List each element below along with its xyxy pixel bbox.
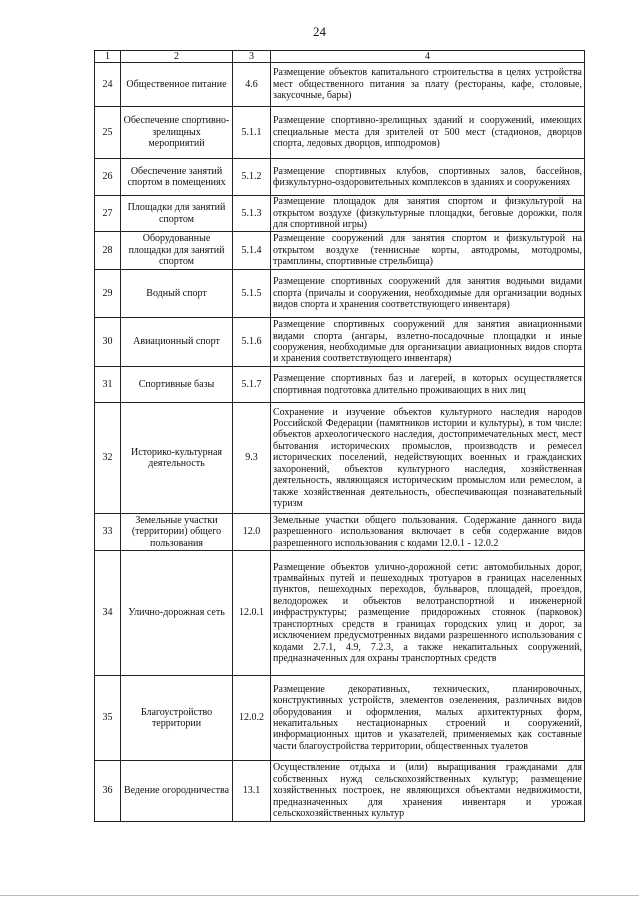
row-number: 35 xyxy=(95,676,121,761)
table-header-row xyxy=(95,51,585,63)
table-row xyxy=(95,159,585,196)
table-row xyxy=(95,63,585,107)
land-use-name: Улично-дорожная сеть xyxy=(121,551,233,676)
land-use-name: Спортивные базы xyxy=(121,367,233,403)
table-row xyxy=(95,318,585,367)
land-use-description: Размещение спортивных сооружений для занятия водными видами спорта (причалы и сооружения, необходимые для организации водных видов спорта и хранения соответствующего инвентаря) xyxy=(271,270,585,318)
scan-edge-line xyxy=(0,895,639,896)
land-use-name: Площадки для занятий спортом xyxy=(121,196,233,232)
row-number: 33 xyxy=(95,514,121,551)
table-row xyxy=(95,107,585,159)
land-use-description: Размещение объектов улично-дорожной сети: автомобильных дорог, трамвайных путей и пешеходных тротуаров в границах населенных пунктов, пешеходных переходов, бульваров, площадей, проездов, велодорожек и объектов велотранспортной и инженерной инфраструктуры; размещение придорожных стоянок (парковок) транспортных средств в границах городских улиц и дорог, за исключением предусмотренных видами разрешенного использования с кодами 2.7.1, 4.9, 7.2.3, а также некапитальных сооружений, предназначенных для охраны транспортных средств xyxy=(271,551,585,676)
land-use-description: Размещение площадок для занятия спортом и физкультурой на открытом воздухе (физкультурные площадки, беговые дорожки, поля для спортивной игры) xyxy=(271,196,585,232)
land-use-name: Общественное питание xyxy=(121,63,233,107)
land-use-description: Размещение спортивных баз и лагерей, в которых осуществляется спортивная подготовка длительно проживающих в них лиц xyxy=(271,367,585,403)
land-use-code: 12.0 xyxy=(233,514,271,551)
table-row xyxy=(95,232,585,270)
table-row xyxy=(95,514,585,551)
land-use-description: Размещение спортивных сооружений для занятия авиационными видами спорта (ангары, взлетно-посадочные площадки и иные сооружения, необходимые для организации авиационных видов спорта и хранения соответствующего инвентаря) xyxy=(271,318,585,367)
land-use-name: Земельные участки (территории) общего пользования xyxy=(121,514,233,551)
table-row xyxy=(95,761,585,822)
land-use-description: Земельные участки общего пользования. Содержание данного вида разрешенного использования включает в себя содержание видов разрешенного использования с кодами 12.0.1 - 12.0.2 xyxy=(271,514,585,551)
row-number: 31 xyxy=(95,367,121,403)
land-use-description: Сохранение и изучение объектов культурного наследия народов Российской Федерации (памятников истории и культуры), в том числе: объектов археологического наследия, достопримечательных мест, мест бытования исторических промыслов, производств и ремесел исторических поселений, недействующих военных и гражданских захоронений, объектов культурного наследия, хозяйственная деятельность, являющаяся историческим промыслом или ремеслом, а также хозяйственная деятельность, обеспечивающая познавательный туризм xyxy=(271,403,585,514)
land-use-description: Размещение объектов капитального строительства в целях устройства мест общественного питания за плату (рестораны, кафе, столовые, закусочные, бары) xyxy=(271,63,585,107)
table-row xyxy=(95,270,585,318)
land-use-code: 4.6 xyxy=(233,63,271,107)
land-use-name: Оборудованные площадки для занятий спортом xyxy=(121,232,233,270)
land-use-code: 5.1.7 xyxy=(233,367,271,403)
land-use-name: Ведение огородничества xyxy=(121,761,233,822)
land-use-code: 9.3 xyxy=(233,403,271,514)
land-use-name: Обеспечение спортивно-зрелищных мероприятий xyxy=(121,107,233,159)
land-use-description: Осуществление отдыха и (или) выращивания гражданами для собственных нужд сельскохозяйственных культур; размещение хозяйственных построек, не являющихся объектами недвижимости, предназначенных для хранения инвентаря и урожая сельскохозяйственных культур xyxy=(271,761,585,822)
row-number: 36 xyxy=(95,761,121,822)
land-use-code: 13.1 xyxy=(233,761,271,822)
row-number: 25 xyxy=(95,107,121,159)
land-use-description: Размещение декоративных, технических, планировочных, конструктивных устройств, элементов озеленения, различных видов оборудования и оформления, малых архитектурных форм, некапитальных нестационарных строений и сооружений, информационных щитов и указателей, применяемых как составные части благоустройства территории, общественных туалетов xyxy=(271,676,585,761)
land-use-description: Размещение спортивных клубов, спортивных залов, бассейнов, физкультурно-оздоровительных комплексов в зданиях и сооружениях xyxy=(271,159,585,196)
table-row xyxy=(95,676,585,761)
land-use-code: 12.0.1 xyxy=(233,551,271,676)
land-use-code: 5.1.6 xyxy=(233,318,271,367)
land-use-code: 5.1.4 xyxy=(233,232,271,270)
land-use-description: Размещение сооружений для занятия спортом и физкультурой на открытом воздухе (теннисные корты, автодромы, мотодромы, трамплины, спортивные стрельбища) xyxy=(271,232,585,270)
header-cell-3: 3 xyxy=(233,51,271,63)
land-use-name: Обеспечение занятий спортом в помещениях xyxy=(121,159,233,196)
header-cell-2: 2 xyxy=(121,51,233,63)
land-use-table xyxy=(94,50,585,822)
land-use-code: 5.1.2 xyxy=(233,159,271,196)
page-number: 24 xyxy=(313,24,326,39)
table-row xyxy=(95,196,585,232)
row-number: 32 xyxy=(95,403,121,514)
land-use-name: Историко-культурная деятельность xyxy=(121,403,233,514)
land-use-name: Авиационный спорт xyxy=(121,318,233,367)
header-cell-1: 1 xyxy=(95,51,121,63)
land-use-code: 5.1.1 xyxy=(233,107,271,159)
row-number: 29 xyxy=(95,270,121,318)
table-row xyxy=(95,403,585,514)
row-number: 27 xyxy=(95,196,121,232)
row-number: 34 xyxy=(95,551,121,676)
row-number: 28 xyxy=(95,232,121,270)
land-use-code: 12.0.2 xyxy=(233,676,271,761)
row-number: 24 xyxy=(95,63,121,107)
table-row xyxy=(95,551,585,676)
land-use-description: Размещение спортивно-зрелищных зданий и сооружений, имеющих специальные места для зрителей от 500 мест (стадионов, дворцов спорта, ледовых дворцов, ипподромов) xyxy=(271,107,585,159)
land-use-code: 5.1.3 xyxy=(233,196,271,232)
land-use-code: 5.1.5 xyxy=(233,270,271,318)
header-cell-4: 4 xyxy=(271,51,585,63)
land-use-name: Водный спорт xyxy=(121,270,233,318)
table-row xyxy=(95,367,585,403)
row-number: 26 xyxy=(95,159,121,196)
land-use-name: Благоустройство территории xyxy=(121,676,233,761)
row-number: 30 xyxy=(95,318,121,367)
